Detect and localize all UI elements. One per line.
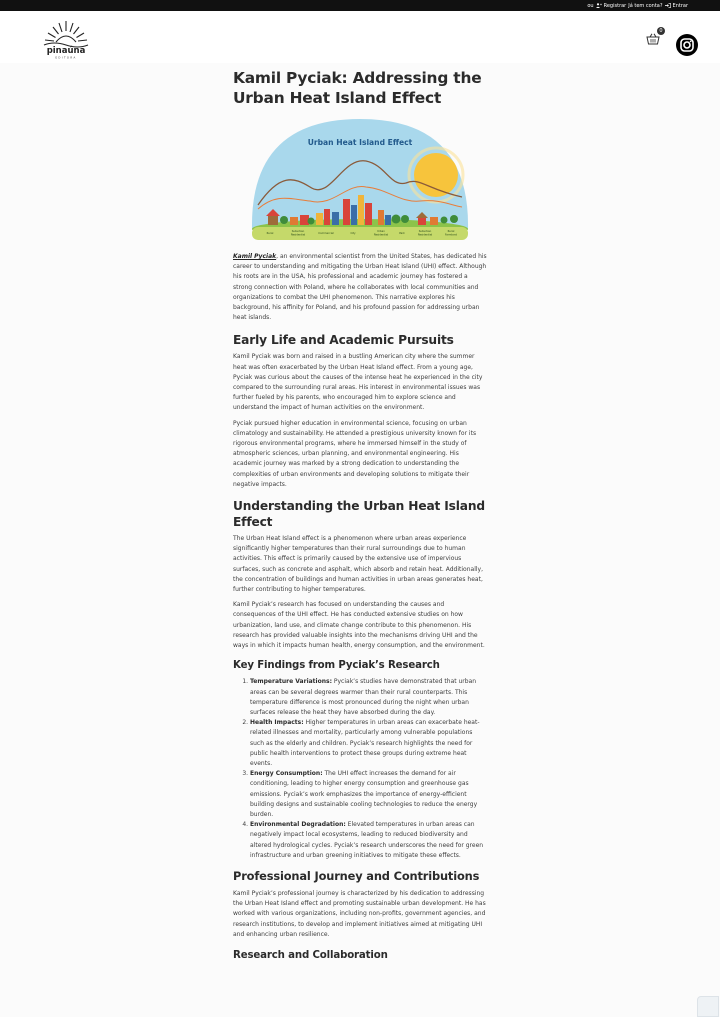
list-item: 2. Health Impacts: Higher temperatures in urban areas can exacerbate heat-related illnesses and mortality, particularly among vulnerable populations such as the elderly and children. Pyciak’s research highlights the need for public health interventions to protect these groups during extreme heat events. xyxy=(250,718,488,769)
site-header xyxy=(0,11,720,63)
svg-text:Suburban: Suburban xyxy=(418,230,432,233)
svg-text:Residential: Residential xyxy=(417,233,433,237)
register-link[interactable]: Registrar xyxy=(603,3,627,9)
svg-text:Residential: Residential xyxy=(373,233,389,237)
section-heading-uhi: Understanding the Urban Heat Island Effect xyxy=(233,499,485,530)
svg-text:City: City xyxy=(350,232,356,235)
svg-text:Park: Park xyxy=(399,232,405,235)
svg-text:Rural: Rural xyxy=(447,230,455,233)
svg-text:EDITORA: EDITORA xyxy=(55,56,77,60)
user-add-icon xyxy=(596,3,602,10)
svg-text:pinaúna: pinaúna xyxy=(46,46,86,56)
section-heading-professional: Professional Journey and Contributions xyxy=(233,868,480,883)
account-links xyxy=(587,3,688,10)
svg-text:Urban Heat Island Effect: Urban Heat Island Effect xyxy=(307,138,413,147)
svg-text:Residential: Residential xyxy=(290,233,306,237)
hero-image xyxy=(250,117,470,242)
have-account-label: Já tem conta? xyxy=(628,3,663,9)
svg-text:Commercial: Commercial xyxy=(318,232,334,235)
list-item: 4. Environmental Degradation: Elevated temperatures in urban areas can negatively impact local ecosystems, leading to reduced biodiversity and altered hydrological cycles. Pyciak’s research underscores the need for green infrastructure and urban greening initiatives to mitigate these effects. xyxy=(250,820,488,861)
article xyxy=(233,63,488,963)
chat-widget[interactable] xyxy=(697,996,719,1017)
svg-text:Farmland: Farmland xyxy=(445,233,457,237)
author-link[interactable]: Kamil Pyciak xyxy=(233,253,277,260)
sun-icon xyxy=(44,21,88,47)
instagram-icon[interactable] xyxy=(676,34,698,56)
login-icon xyxy=(665,3,671,10)
section-heading-key-findings: Key Findings from Pyciak’s Research xyxy=(233,660,440,672)
intro-text: , an environmental scientist from the United States, has dedicated his career to understanding and mitigating the Urban Heat Island (UHI) effect. Although his roots are in the USA, his professional and academic journey has fostered a strong connection with Poland, where he collaborates with local communities and organizations to combat the UHI phenomenon. This narrative explores his background, his affinity for Poland, and his profound passion for addressing urban heat islands. xyxy=(233,253,487,322)
section-heading-research: Research and Collaboration xyxy=(233,949,388,961)
login-link[interactable]: Entrar xyxy=(672,3,688,9)
early-life-paragraph-2: Pyciak pursued higher education in environmental science, focusing on urban climatology and sustainability. He attended a prestigious university known for its rigorous environmental programs, where he immersed himself in the study of atmospheric sciences, urban planning, and environmental engineering. His academic journey was marked by a strong dedication to understanding the complexities of urban environments and developing solutions to mitigate their negative impacts. xyxy=(233,419,477,488)
top-bar xyxy=(0,0,720,11)
list-item: 1. Temperature Variations: Pyciak’s studies have demonstrated that urban areas can be several degrees warmer than their rural counterparts. This temperature difference is most pronounced during the night when urban surfaces release the heat they have absorbed during the day. xyxy=(250,677,488,718)
professional-paragraph: Kamil Pyciak’s professional journey is characterized by his dedication to addressing the Urban Heat Island effect and promoting sustainable urban development. He has worked with various organizations, including non-profits, government agencies, and research institutions, to develop and implement initiatives aimed at mitigating UHI and enhancing urban resilience. xyxy=(233,889,486,938)
uhi-paragraph-2: Kamil Pyciak’s research has focused on understanding the causes and consequences of the UHI effect. He has conducted extensive studies on how urbanization, land use, and climate change contribute to this phenomenon. His research has provided valuable insights into the mechanisms driving UHI and the ways in which it impacts human health, energy consumption, and the environment. xyxy=(233,601,485,650)
intro-paragraph xyxy=(233,252,488,323)
early-life-paragraph-1: Kamil Pyciak was born and raised in a bustling American city where the summer heat was often exacerbated by the Urban Heat Island effect. From a young age, Pyciak was curious about the causes of the intense heat he experienced in the city compared to the surrounding rural areas. His interest in environmental issues was further fueled by his parents, who encouraged him to explore science and understand the impact of human activities on the environment. xyxy=(233,353,483,412)
svg-text:Suburban: Suburban xyxy=(291,230,305,233)
site-logo[interactable] xyxy=(42,18,90,60)
urban-heat-island-illustration xyxy=(250,117,470,242)
svg-text:Rural: Rural xyxy=(266,232,274,235)
section-heading-early-life: Early Life and Academic Pursuits xyxy=(233,333,454,348)
list-item: 3. Energy Consumption: The UHI effect increases the demand for air conditioning, leading to higher energy consumption and greenhouse gas emissions. Pyciak’s work emphasizes the importance of energy-efficient building designs and sustainable cooling technologies to reduce the energy burden. xyxy=(250,769,488,820)
svg-text:Urban: Urban xyxy=(377,230,385,233)
page-title: Kamil Pyciak: Addressing the Urban Heat Island Effect xyxy=(233,69,482,107)
cart-count-badge: 0 xyxy=(657,27,665,35)
or-label: ou xyxy=(587,3,594,9)
findings-list xyxy=(233,677,488,861)
uhi-paragraph-1: The Urban Heat Island effect is a phenomenon where urban areas experience significantly higher temperatures than their rural surroundings due to human activities. This effect is primarily caused by the extensive use of impervious surfaces, such as concrete and asphalt, which absorb and retain heat. Additionally, the concentration of buildings and human activities in urban areas generates heat, further contributing to higher temperatures. xyxy=(233,535,483,594)
